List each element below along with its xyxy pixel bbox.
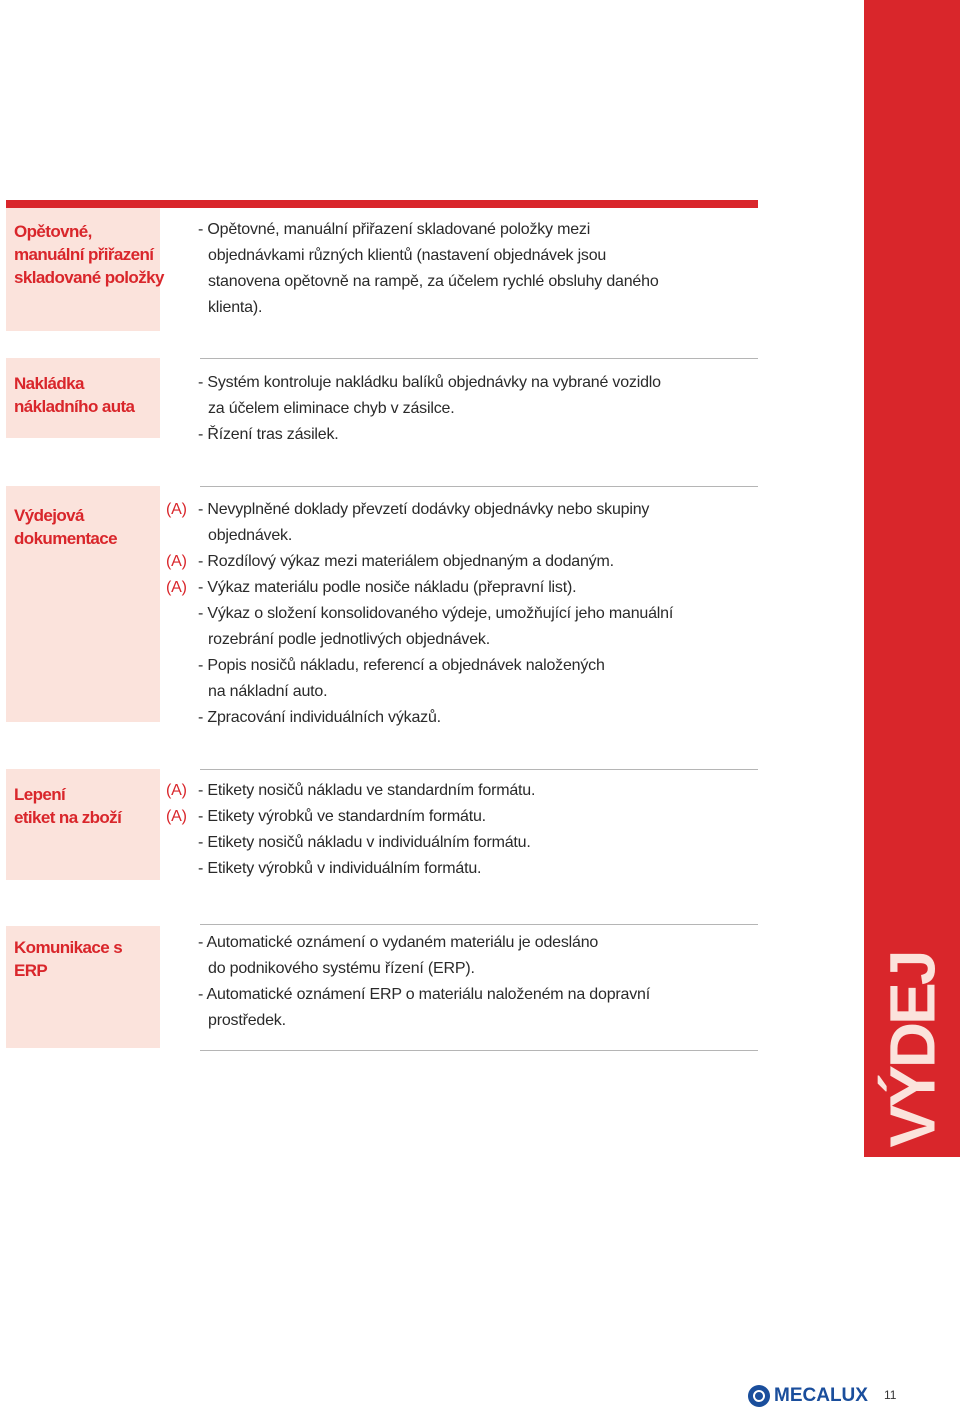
- auto-marker: [166, 705, 198, 731]
- item-line: - Výkaz materiálu podle nosiče nákladu (přepravní list).: [198, 579, 577, 596]
- label-line: Opětovné,: [14, 222, 92, 241]
- item-line: - Automatické oznámení o vydaném materiálu je odesláno: [198, 934, 599, 951]
- item-line: za účelem eliminace chyb v zásilce.: [208, 400, 455, 417]
- item-line: prostředek.: [208, 1012, 286, 1029]
- item-line: objednávek.: [208, 527, 293, 544]
- item-text: [198, 705, 766, 731]
- list-item: [166, 601, 766, 653]
- list-item: [166, 778, 766, 804]
- list-item: [166, 930, 766, 982]
- item-text: [198, 549, 766, 575]
- divider: [200, 486, 758, 487]
- side-title-text: VÝDEJ: [876, 952, 948, 1148]
- divider: [200, 358, 758, 359]
- section-items-reassignment: [166, 217, 766, 321]
- item-text: [198, 653, 766, 705]
- auto-marker: (A): [166, 501, 187, 518]
- divider: [200, 1050, 758, 1051]
- list-item: [166, 856, 766, 882]
- item-line: - Řízení tras zásilek.: [198, 426, 339, 443]
- auto-marker: [166, 856, 198, 882]
- item-text: [198, 778, 766, 804]
- auto-marker: [166, 982, 198, 1034]
- list-item: [166, 370, 766, 422]
- section-items-labels: [166, 778, 766, 882]
- item-text: [198, 497, 766, 549]
- item-line: - Etikety nosičů nákladu v individuálním formátu.: [198, 834, 531, 851]
- list-item: [166, 422, 766, 448]
- auto-marker: [166, 653, 198, 705]
- section-label-documentation: [6, 486, 160, 722]
- list-item: [166, 705, 766, 731]
- auto-marker: (A): [166, 782, 187, 799]
- auto-marker: (A): [166, 553, 187, 570]
- section-label-reassignment: [6, 208, 164, 331]
- item-text: [198, 422, 766, 448]
- item-line: - Zpracování individuálních výkazů.: [198, 709, 441, 726]
- divider: [200, 924, 758, 925]
- mecalux-logo-icon: [748, 1385, 770, 1407]
- label-line: Výdejová: [14, 506, 84, 525]
- item-line: - Rozdílový výkaz mezi materiálem objednaným a dodaným.: [198, 553, 614, 570]
- item-line: - Opětovné, manuální přiřazení skladované položky mezi: [198, 221, 591, 238]
- brand-logo: [748, 1384, 868, 1408]
- label-line: Komunikace s: [14, 938, 123, 957]
- auto-marker: [166, 601, 198, 653]
- item-text: [198, 601, 766, 653]
- item-line: - Nevyplněné doklady převzetí dodávky objednávky nebo skupiny: [198, 501, 650, 518]
- item-line: - Etikety výrobků ve standardním formátu.: [198, 808, 486, 825]
- list-item: [166, 830, 766, 856]
- item-line: rozebrání podle jednotlivých objednávek.: [208, 631, 490, 648]
- label-line: Nakládka: [14, 374, 84, 393]
- list-item: [166, 653, 766, 705]
- section-label-labels: [6, 769, 160, 880]
- item-line: - Etikety výrobků v individuálním formátu.: [198, 860, 482, 877]
- label-line: ERP: [14, 961, 48, 980]
- divider: [200, 769, 758, 770]
- label-line: etiket na zboží: [14, 808, 122, 827]
- section-label-erp: [6, 926, 160, 1048]
- page-number: 11: [884, 1388, 897, 1402]
- list-item: [166, 497, 766, 549]
- item-line: - Výkaz o složení konsolidovaného výdeje, umožňující jeho manuální: [198, 605, 674, 622]
- auto-marker: [166, 930, 198, 982]
- section-items-truck-loading: [166, 370, 766, 448]
- auto-marker: (A): [166, 579, 187, 596]
- auto-marker: [166, 370, 198, 422]
- item-line: - Automatické oznámení ERP o materiálu naloženém na dopravní: [198, 986, 650, 1003]
- item-text: [198, 982, 766, 1034]
- list-item: [166, 549, 766, 575]
- list-item: [166, 575, 766, 601]
- label-line: manuální přiřazení: [14, 245, 154, 264]
- section-label-truck-loading: [6, 358, 160, 438]
- item-line: - Popis nosičů nákladu, referencí a objednávek naložených: [198, 657, 605, 674]
- label-line: Lepení: [14, 785, 66, 804]
- list-item: [166, 804, 766, 830]
- item-text: [198, 856, 766, 882]
- item-text: [198, 930, 766, 982]
- list-item: [166, 982, 766, 1034]
- auto-marker: [166, 830, 198, 856]
- brand-name: MECALUX: [774, 1385, 868, 1406]
- item-line: objednávkami různých klientů (nastavení objednávek jsou: [208, 247, 607, 264]
- auto-marker: [166, 422, 198, 448]
- section-items-documentation: [166, 497, 766, 731]
- item-line: - Systém kontroluje nakládku balíků objednávky na vybrané vozidlo: [198, 374, 661, 391]
- side-title: [864, 952, 960, 1148]
- top-rule: [6, 200, 758, 208]
- item-line: - Etikety nosičů nákladu ve standardním formátu.: [198, 782, 536, 799]
- item-line: do podnikového systému řízení (ERP).: [208, 960, 475, 977]
- label-line: nákladního auta: [14, 397, 135, 416]
- section-items-erp: [166, 930, 766, 1034]
- item-text: [198, 575, 766, 601]
- auto-marker: (A): [166, 808, 187, 825]
- item-line: klienta).: [208, 299, 263, 316]
- item-text: [198, 370, 766, 422]
- item-text: [198, 804, 766, 830]
- item-text: [198, 830, 766, 856]
- label-line: dokumentace: [14, 529, 117, 548]
- label-line: skladované položky: [14, 268, 164, 287]
- item-line: na nákladní auto.: [208, 683, 328, 700]
- item-text: [198, 217, 766, 321]
- item-line: stanovena opětovně na rampě, za účelem rychlé obsluhy daného: [208, 273, 659, 290]
- auto-marker: [166, 217, 198, 321]
- list-item: [166, 217, 766, 321]
